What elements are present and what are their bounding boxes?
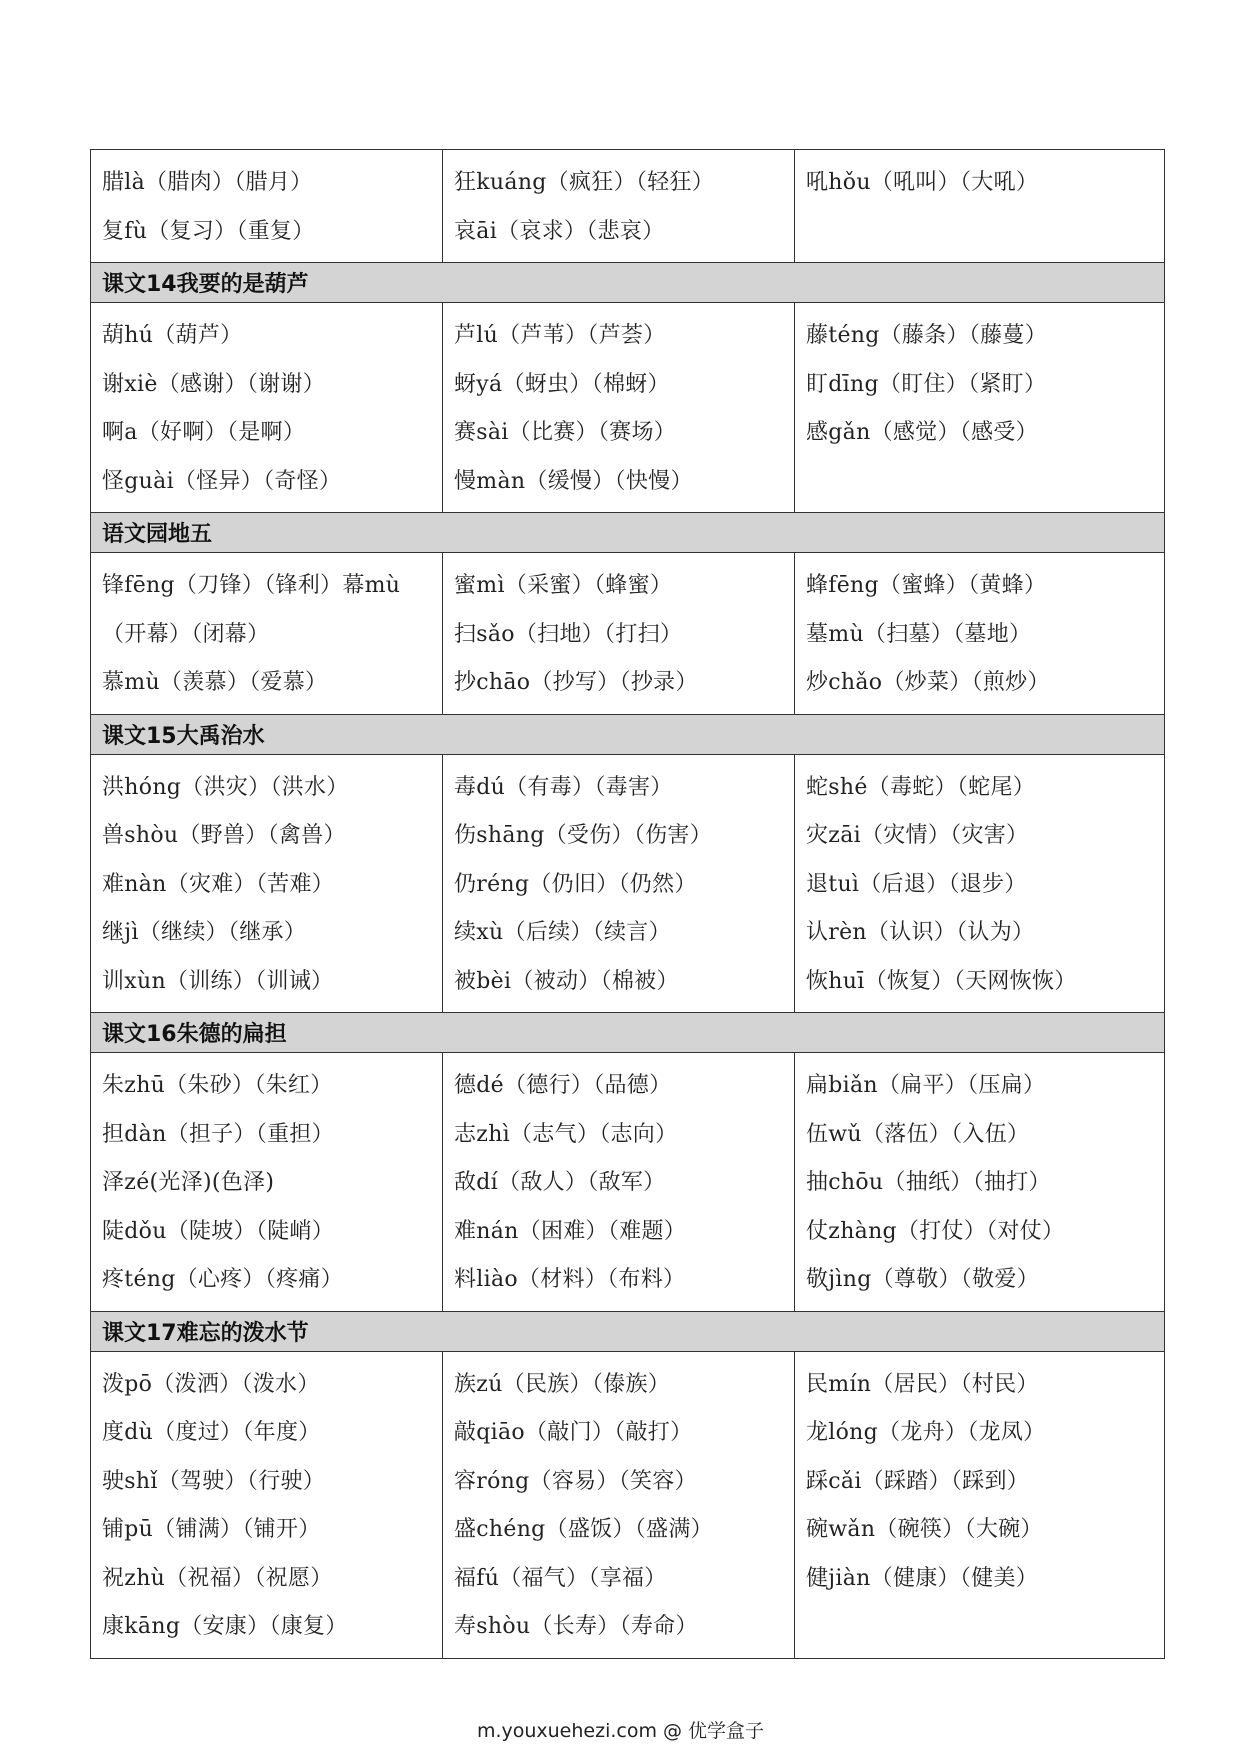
vocab-entry: 扁biǎn（扁平）（压扁） xyxy=(806,1073,1046,1098)
vocab-cell xyxy=(443,150,795,263)
section-title: 课文15大禹治水 xyxy=(91,714,1165,754)
vocab-entry: 难nán（困难）（难题） xyxy=(454,1218,687,1244)
vocab-entry: 怪guài（怪异）（奇怪） xyxy=(102,468,342,494)
vocab-entry: 毒dú（有毒）（毒害） xyxy=(454,774,673,800)
section-title: 课文17难忘的泼水节 xyxy=(91,1311,1165,1351)
vocab-entry: 抽chōu（抽纸）（抽打） xyxy=(806,1170,1051,1195)
vocab-entry: 陡dǒu（陡坡）（陡峭） xyxy=(102,1218,335,1244)
vocab-cell xyxy=(443,553,795,715)
vocab-entry: 兽shòu（野兽）（禽兽） xyxy=(102,823,346,848)
vocab-entry: （开幕）（闭幕） xyxy=(102,621,270,647)
vocab-entry: 感gǎn（感觉）（感受） xyxy=(806,420,1038,445)
vocab-entry: 炒chǎo（炒菜）（煎炒） xyxy=(806,670,1050,695)
vocab-entry: 藤téng（藤条）（藤蔓） xyxy=(806,323,1048,348)
vocab-cell xyxy=(795,150,1165,263)
vocab-entry: 敲qiāo（敲门）（敲打） xyxy=(454,1420,693,1445)
vocab-entry: 料liào（材料）（布料） xyxy=(454,1267,686,1292)
vocab-entry: 训xùn（训练）（训诫） xyxy=(102,968,334,994)
section-header-row xyxy=(91,714,1165,754)
vocab-entry: 蜜mì（采蜜）（蜂蜜） xyxy=(454,573,673,598)
vocab-cell xyxy=(795,1351,1165,1658)
vocab-entry: 龙lóng（龙舟）（龙凤） xyxy=(806,1420,1046,1445)
section-title: 课文16朱德的扁担 xyxy=(91,1013,1165,1053)
vocab-cell xyxy=(795,754,1165,1013)
page-footer: m.youxuehezi.com @ 优学盒子 xyxy=(476,1720,765,1742)
vocab-cell xyxy=(91,1351,443,1658)
vocab-entry: 恢huī（恢复）（天网恢恢） xyxy=(806,968,1077,994)
vocab-cell xyxy=(795,553,1165,715)
vocabulary-table xyxy=(90,149,1165,1659)
vocab-entry: 葫hú（葫芦） xyxy=(102,323,243,348)
section-header-row xyxy=(91,513,1165,553)
vocab-cell xyxy=(443,303,795,513)
vocab-entry: 退tuì（后退）（退步） xyxy=(806,871,1027,897)
vocab-entry: 继jì（继续）（继承） xyxy=(102,920,307,945)
vocab-entry: 容róng（容易）（笑容） xyxy=(454,1468,697,1494)
section-header-row xyxy=(91,1013,1165,1053)
vocab-entry: 踩cǎi（踩踏）（踩到） xyxy=(806,1468,1030,1494)
vocab-cell xyxy=(795,303,1165,513)
vocab-entry: 泽zé(光泽)(色泽) xyxy=(102,1170,275,1195)
vocab-entry: 被bèi（被动）（棉被） xyxy=(454,968,679,994)
vocab-entry: 啊a（好啊）（是啊） xyxy=(102,420,306,445)
vocab-entry: 驶shǐ（驾驶）（行驶） xyxy=(102,1468,326,1494)
vocab-entry: 疼téng（心疼）（疼痛） xyxy=(102,1267,344,1292)
vocab-entry: 健jiàn（健康）（健美） xyxy=(806,1565,1039,1591)
vocab-entry: 担dàn（担子）（重担） xyxy=(102,1121,334,1147)
vocab-entry: 仗zhàng（打仗）（对仗） xyxy=(806,1218,1065,1244)
vocab-entry: 德dé（德行）（品德） xyxy=(454,1073,672,1098)
vocab-entry: 志zhì（志气）（志向） xyxy=(454,1121,678,1147)
vocab-entry: 福fú（福气）（享福） xyxy=(454,1565,667,1591)
vocab-entry: 吼hǒu（吼叫）（大吼） xyxy=(806,170,1039,195)
vocab-entry: 伍wǔ（落伍）（入伍） xyxy=(806,1121,1030,1147)
vocab-entry: 度dù（度过）（年度） xyxy=(102,1420,321,1445)
vocab-entry: 扫sǎo（扫地）（打扫） xyxy=(454,621,683,647)
vocab-row xyxy=(91,1351,1165,1658)
vocab-cell xyxy=(91,1053,443,1312)
section-title: 语文园地五 xyxy=(91,513,1165,553)
vocab-entry: 锋fēng（刀锋）（锋利）幕mù xyxy=(102,573,401,598)
vocab-entry: 谢xiè（感谢）（谢谢） xyxy=(102,371,326,397)
vocab-entry: 敬jìng（尊敬）（敬爱） xyxy=(806,1267,1040,1292)
vocab-entry: 慕mù（羡慕）（爱慕） xyxy=(102,670,328,695)
vocab-entry: 复fù（复习）（重复） xyxy=(102,218,315,244)
vocab-entry: 灾zāi（灾情）（灾害） xyxy=(806,823,1029,848)
vocab-entry: 续xù（后续）（续言） xyxy=(454,920,671,945)
vocab-entry: 泼pō（泼洒）（泼水） xyxy=(102,1371,320,1397)
vocab-entry: 抄chāo（抄写）（抄录） xyxy=(454,670,698,695)
vocab-entry: 铺pū（铺满）（铺开） xyxy=(102,1517,321,1542)
vocab-entry: 盛chéng（盛饭）（盛满） xyxy=(454,1517,713,1542)
vocab-entry: 墓mù（扫墓）（墓地） xyxy=(806,621,1032,647)
vocab-entry: 蜂fēng（蜜蜂）（黄蜂） xyxy=(806,573,1047,598)
vocab-cell xyxy=(91,754,443,1013)
vocab-entry: 碗wǎn（碗筷）（大碗） xyxy=(806,1517,1043,1542)
vocab-row xyxy=(91,754,1165,1013)
vocab-row xyxy=(91,553,1165,715)
vocab-entry: 蛇shé（毒蛇）（蛇尾） xyxy=(806,774,1036,800)
vocab-entry: 族zú（民族）（傣族） xyxy=(454,1371,671,1397)
vocab-cell xyxy=(443,1053,795,1312)
section-title: 课文14我要的是葫芦 xyxy=(91,263,1165,303)
vocab-cell xyxy=(443,754,795,1013)
vocab-entry: 朱zhū（朱砂）（朱红） xyxy=(102,1073,333,1098)
vocab-entry: 盯dīng（盯住）（紧盯） xyxy=(806,371,1047,397)
vocab-entry: 敌dí（敌人）（敌军） xyxy=(454,1170,666,1195)
vocab-cell xyxy=(795,1053,1165,1312)
vocab-cell xyxy=(91,150,443,263)
vocab-entry: 赛sài（比赛）（赛场） xyxy=(454,420,677,445)
vocab-entry: 蚜yá（蚜虫）（棉蚜） xyxy=(454,371,670,397)
vocab-entry: 仍réng（仍旧）（仍然） xyxy=(454,871,697,897)
section-header-row xyxy=(91,263,1165,303)
vocab-row xyxy=(91,1053,1165,1312)
vocab-entry: 狂kuáng（疯狂）（轻狂） xyxy=(454,170,715,195)
vocab-row xyxy=(91,150,1165,263)
vocab-entry: 伤shāng（受伤）（伤害） xyxy=(454,823,713,848)
vocab-entry: 慢màn（缓慢）（快慢） xyxy=(454,468,693,494)
vocab-cell xyxy=(91,553,443,715)
vocab-entry: 难nàn（灾难）（苦难） xyxy=(102,871,335,897)
vocab-entry: 芦lú（芦苇）（芦荟） xyxy=(454,323,666,348)
vocab-entry: 认rèn（认识）（认为） xyxy=(806,920,1035,945)
vocab-cell xyxy=(91,303,443,513)
vocab-entry: 康kāng（安康）（康复） xyxy=(102,1614,348,1639)
vocab-cell xyxy=(443,1351,795,1658)
section-header-row xyxy=(91,1311,1165,1351)
vocab-entry: 祝zhù（祝福）（祝愿） xyxy=(102,1565,333,1591)
vocab-entry: 洪hóng（洪灾）（洪水） xyxy=(102,774,349,800)
vocab-entry: 寿shòu（长寿）（寿命） xyxy=(454,1614,698,1639)
vocab-entry: 哀āi（哀求）（悲哀） xyxy=(454,218,665,244)
vocab-entry: 腊là（腊肉）（腊月） xyxy=(102,170,313,195)
vocab-row xyxy=(91,303,1165,513)
vocabulary-table-body xyxy=(91,150,1165,1659)
vocab-entry: 民mín（居民）（村民） xyxy=(806,1371,1039,1397)
